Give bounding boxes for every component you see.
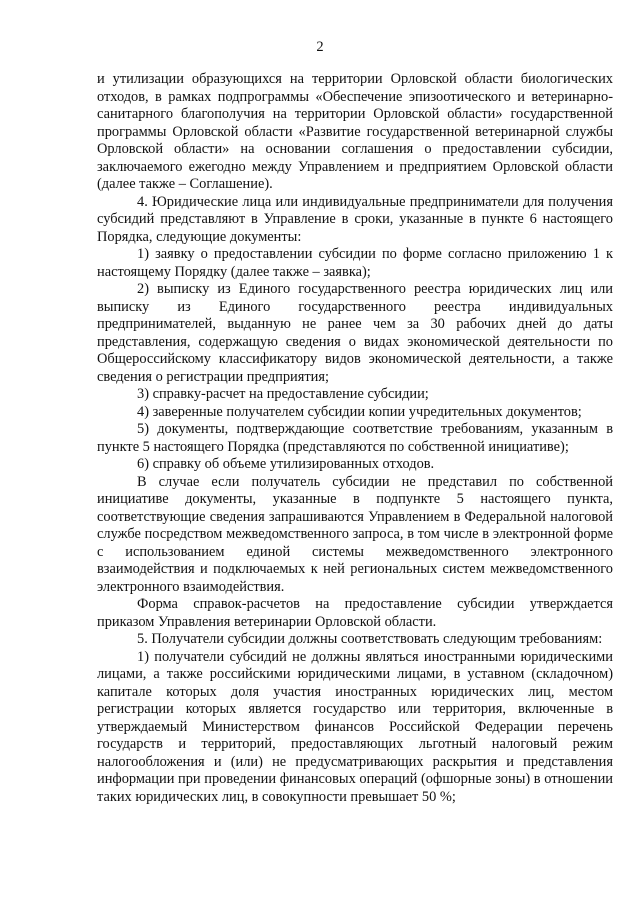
list-item-registry-extract: 2) выписку из Единого государственного реестра юридических лиц или выписку из Единого государственного реестра индивидуальных предпринимателей, выданную не ранее чем за 30 рабочих дней до даты представления, содержащую сведения о видах экономической деятельности по Общероссийскому классификатору видов экономической деятельности, а также сведения о регистрации предприятия;: [97, 281, 613, 385]
list-item-waste-volume: 6) справку об объеме утилизированных отходов.: [137, 456, 435, 472]
page-number: 2: [316, 39, 324, 55]
paragraph-item-4: 4. Юридические лица или индивидуальные предприниматели для получения субсидий представляют в Управление в сроки, указанные в пункте 6 настоящего Порядка, следующие документы:: [97, 193, 613, 245]
paragraph-continuation: и утилизации образующихся на территории Орловской области биологических отходов, в рамках подпрограммы «Обеспечение эпизоотического и ветеринарно-санитарного благополучия на территории Орловской области» государственной программы Орловской области «Развитие государственной ветеринарной службы Орловской области» на основании соглашения о предоставлении субсидии, заключаемого ежегодно между Управлением и предприятием Орловской области (далее также – Соглашение).: [97, 71, 613, 192]
paragraph-item-5: 5. Получатели субсидии должны соответствовать следующим требованиям:: [137, 631, 603, 647]
list-item-charter-copies: 4) заверенные получателем субсидии копии учредительных документов;: [137, 403, 582, 420]
list-item-compliance-documents: 5) документы, подтверждающие соответствие требованиям, указанным в пункте 5 настоящего Порядка (представляются по собственной инициативе);: [97, 421, 613, 455]
paragraph-interagency-request: В случае если получатель субсидии не представил по собственной инициативе документы, указанные в подпункте 5 настоящего пункта, соответствующие сведения запрашиваются Управлением в Федеральной налоговой службе посредством межведомственного запроса, в том числе в электронной форме с использованием единой системы межведомственного электронного взаимодействия и подключаемых к ней региональных систем межведомственного электронного взаимодействия.: [97, 473, 613, 595]
list-item-foreign-entities: 1) получатели субсидий не должны являться иностранными юридическими лицами, а также российскими юридическими лицами, в уставном (складочном) капитале которых доля участия иностранных юридических лиц, местом регистрации которых является государство или территория, включенные в утверждаемый Министерством финансов Российской Федерации перечень государств и территорий, предоставляющих льготный налоговый режим налогообложения и (или) не предусматривающих раскрытия и представления информации при проведении финансовых операций (офшорные зоны) в отношении таких юридических лиц, в совокупности превышает 50 %;: [97, 648, 613, 805]
document-body: [97, 71, 613, 806]
list-item-application: 1) заявку о предоставлении субсидии по форме согласно приложению 1 к настоящему Порядку (далее также – заявка);: [97, 246, 613, 280]
paragraph-form-approval: Форма справок-расчетов на предоставление субсидии утверждается приказом Управления ветеринарии Орловской области.: [97, 596, 613, 630]
list-item-calculation: 3) справку-расчет на предоставление субсидии;: [137, 386, 429, 402]
